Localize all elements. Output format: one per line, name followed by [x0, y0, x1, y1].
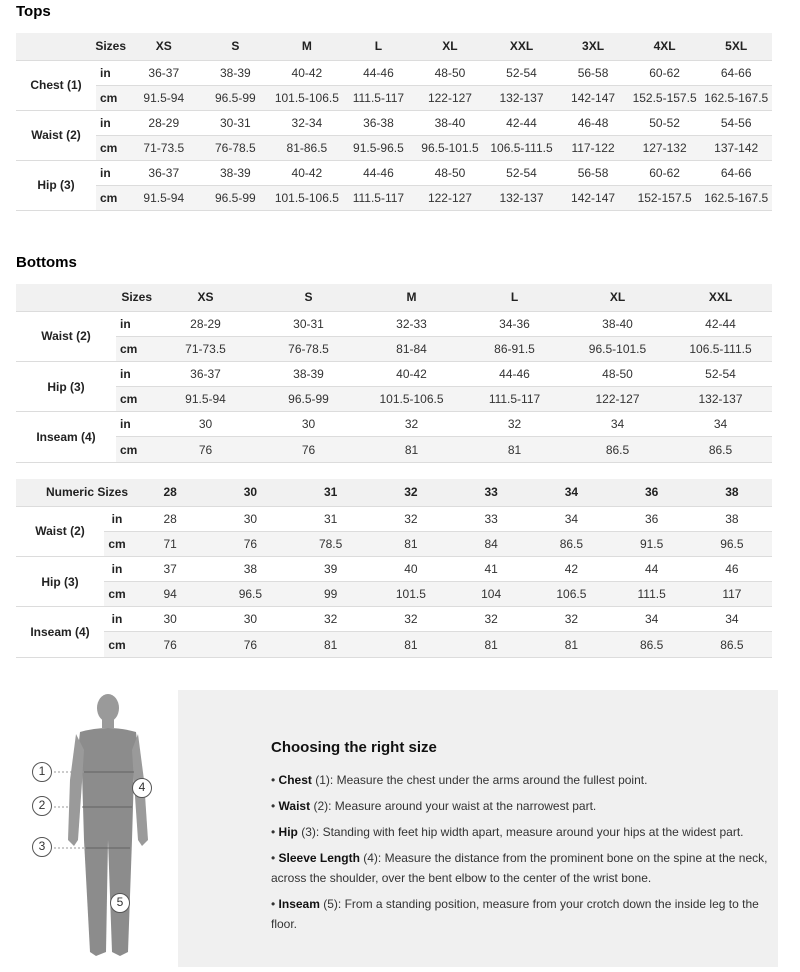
- measurement-marker-icon: 1: [32, 762, 52, 782]
- unit-label: cm: [96, 185, 128, 210]
- sizes-label: Numeric Sizes: [16, 479, 130, 506]
- measurement-label: Waist (2): [16, 110, 96, 160]
- size-value-cell: 81: [531, 632, 611, 657]
- size-value-cell: 96.5-99: [257, 387, 360, 412]
- guide-item-text: : Measure the distance from the prominent bone on the spine at the neck, across the shoulder, over the bent elbow to the center of the wrist bone.: [271, 851, 768, 885]
- size-value-cell: 96.5-101.5: [566, 336, 669, 361]
- unit-label: in: [104, 556, 130, 581]
- size-value-cell: 48-50: [566, 361, 669, 386]
- size-value-cell: 162.5-167.5: [700, 185, 772, 210]
- size-value-cell: 30: [257, 412, 360, 437]
- size-value-cell: 60-62: [629, 60, 701, 85]
- table-row: [16, 531, 772, 556]
- size-value-cell: 81-84: [360, 336, 463, 361]
- table-row: [16, 437, 772, 462]
- size-value-cell: 32: [371, 607, 451, 632]
- size-value-cell: 81: [463, 437, 566, 462]
- numeric-size-table: [16, 479, 772, 658]
- unit-label: in: [96, 160, 128, 185]
- size-value-cell: 34: [669, 412, 772, 437]
- size-value-cell: 36: [612, 506, 692, 531]
- size-value-cell: 39: [291, 556, 371, 581]
- size-header: L: [343, 33, 415, 60]
- measurement-label: Waist (2): [16, 506, 104, 556]
- size-value-cell: 44-46: [463, 361, 566, 386]
- unit-label: cm: [96, 85, 128, 110]
- size-value-cell: 38: [692, 506, 772, 531]
- size-guide-panel: [178, 690, 778, 967]
- size-value-cell: 36-37: [128, 60, 200, 85]
- size-value-cell: 36-38: [343, 110, 415, 135]
- size-value-cell: 76-78.5: [200, 135, 272, 160]
- table-row: [16, 336, 772, 361]
- size-value-cell: 50-52: [629, 110, 701, 135]
- unit-label: cm: [96, 135, 128, 160]
- size-value-cell: 142-147: [557, 85, 629, 110]
- size-value-cell: 46-48: [557, 110, 629, 135]
- unit-label: cm: [104, 632, 130, 657]
- size-header: 34: [531, 479, 611, 506]
- measurement-label: Inseam (4): [16, 607, 104, 657]
- size-header: 33: [451, 479, 531, 506]
- measurement-label: Waist (2): [16, 311, 116, 361]
- size-value-cell: 64-66: [700, 160, 772, 185]
- size-value-cell: 42-44: [669, 311, 772, 336]
- size-value-cell: 36-37: [128, 160, 200, 185]
- size-value-cell: 32: [360, 412, 463, 437]
- sizes-label: Sizes: [16, 284, 154, 311]
- size-value-cell: 122-127: [566, 387, 669, 412]
- unit-label: in: [104, 607, 130, 632]
- size-value-cell: 81: [360, 437, 463, 462]
- size-value-cell: 32: [371, 506, 451, 531]
- unit-label: in: [116, 412, 154, 437]
- size-value-cell: 40-42: [271, 60, 343, 85]
- table-row: [16, 135, 772, 160]
- guide-item-number: (3): [301, 825, 316, 839]
- size-value-cell: 30: [210, 607, 290, 632]
- unit-label: in: [96, 60, 128, 85]
- table-row: [16, 361, 772, 386]
- unit-label: cm: [116, 387, 154, 412]
- size-value-cell: 96.5-101.5: [414, 135, 486, 160]
- size-value-cell: 34: [531, 506, 611, 531]
- size-value-cell: 30: [210, 506, 290, 531]
- size-value-cell: 152-157.5: [629, 185, 701, 210]
- guide-item: • Waist (2): Measure around your waist at the narrowest part.: [271, 799, 597, 813]
- size-header: S: [200, 33, 272, 60]
- measurement-marker-icon: 4: [132, 778, 152, 798]
- unit-label: in: [104, 506, 130, 531]
- size-value-cell: 71-73.5: [154, 336, 257, 361]
- measurement-marker-icon: 5: [110, 893, 130, 913]
- tops-size-table: [16, 33, 772, 211]
- size-header: 4XL: [629, 33, 701, 60]
- size-value-cell: 38-40: [414, 110, 486, 135]
- size-value-cell: 34: [692, 607, 772, 632]
- unit-label: in: [96, 110, 128, 135]
- size-value-cell: 111.5: [612, 582, 692, 607]
- size-value-cell: 28-29: [154, 311, 257, 336]
- size-value-cell: 32-33: [360, 311, 463, 336]
- measurement-label: Inseam (4): [16, 412, 116, 462]
- size-value-cell: 44: [612, 556, 692, 581]
- size-value-cell: 81: [371, 531, 451, 556]
- size-value-cell: 142-147: [557, 185, 629, 210]
- size-value-cell: 81: [371, 632, 451, 657]
- table-row: [16, 110, 772, 135]
- unit-label: in: [116, 361, 154, 386]
- unit-label: in: [116, 311, 154, 336]
- size-header: 31: [291, 479, 371, 506]
- size-value-cell: 34: [612, 607, 692, 632]
- guide-item-name: Sleeve Length: [278, 851, 360, 865]
- size-value-cell: 152.5-157.5: [629, 85, 701, 110]
- size-value-cell: 32: [463, 412, 566, 437]
- guide-item-number: (4): [363, 851, 378, 865]
- size-value-cell: 76: [210, 632, 290, 657]
- size-value-cell: 48-50: [414, 60, 486, 85]
- size-header: M: [271, 33, 343, 60]
- size-value-cell: 30-31: [257, 311, 360, 336]
- size-value-cell: 111.5-117: [343, 185, 415, 210]
- size-value-cell: 86-91.5: [463, 336, 566, 361]
- measurement-label: Hip (3): [16, 556, 104, 606]
- size-value-cell: 44-46: [343, 160, 415, 185]
- size-value-cell: 86.5: [566, 437, 669, 462]
- size-value-cell: 122-127: [414, 185, 486, 210]
- guide-list: [271, 770, 776, 940]
- size-value-cell: 76-78.5: [257, 336, 360, 361]
- guide-item-text: : Measure the chest under the arms around the fullest point.: [329, 773, 648, 787]
- size-value-cell: 162.5-167.5: [700, 85, 772, 110]
- table-row: [16, 60, 772, 85]
- size-value-cell: 56-58: [557, 60, 629, 85]
- size-value-cell: 127-132: [629, 135, 701, 160]
- size-header: 28: [130, 479, 210, 506]
- guide-title: Choosing the right size: [271, 739, 437, 756]
- size-value-cell: 48-50: [414, 160, 486, 185]
- size-value-cell: 117: [692, 582, 772, 607]
- size-value-cell: 91.5-96.5: [343, 135, 415, 160]
- size-value-cell: 101.5: [371, 582, 451, 607]
- size-value-cell: 86.5: [692, 632, 772, 657]
- size-value-cell: 32-34: [271, 110, 343, 135]
- guide-item-name: Waist: [278, 799, 311, 813]
- size-value-cell: 104: [451, 582, 531, 607]
- table-row: [16, 607, 772, 632]
- size-value-cell: 91.5: [612, 531, 692, 556]
- size-value-cell: 78.5: [291, 531, 371, 556]
- table-row: [16, 582, 772, 607]
- size-header: XL: [566, 284, 669, 311]
- size-value-cell: 91.5-94: [128, 185, 200, 210]
- guide-item: • Chest (1): Measure the chest under the arms around the fullest point.: [271, 773, 648, 787]
- size-value-cell: 81-86.5: [271, 135, 343, 160]
- size-value-cell: 34: [566, 412, 669, 437]
- bottoms-size-table: [16, 284, 772, 463]
- person-silhouette-icon: [24, 690, 164, 967]
- size-value-cell: 76: [210, 531, 290, 556]
- size-value-cell: 32: [451, 607, 531, 632]
- size-value-cell: 52-54: [486, 160, 558, 185]
- size-value-cell: 96.5: [692, 531, 772, 556]
- size-value-cell: 96.5-99: [200, 185, 272, 210]
- size-value-cell: 86.5: [531, 531, 611, 556]
- size-value-cell: 34-36: [463, 311, 566, 336]
- measurement-label: Chest (1): [16, 60, 96, 110]
- guide-item-text: : Standing with feet hip width apart, measure around your hips at the widest part.: [315, 825, 744, 839]
- measurement-marker-icon: 2: [32, 796, 52, 816]
- size-value-cell: 76: [257, 437, 360, 462]
- table-row: [16, 387, 772, 412]
- size-value-cell: 106.5-111.5: [486, 135, 558, 160]
- table-row: [16, 311, 772, 336]
- size-value-cell: 101.5-106.5: [360, 387, 463, 412]
- size-value-cell: 106.5-111.5: [669, 336, 772, 361]
- body-measurement-figure: [24, 690, 164, 967]
- size-value-cell: 94: [130, 582, 210, 607]
- size-header: L: [463, 284, 566, 311]
- table-row: [16, 185, 772, 210]
- size-value-cell: 111.5-117: [463, 387, 566, 412]
- size-value-cell: 46: [692, 556, 772, 581]
- size-value-cell: 56-58: [557, 160, 629, 185]
- size-value-cell: 41: [451, 556, 531, 581]
- size-value-cell: 38: [210, 556, 290, 581]
- size-value-cell: 38-39: [200, 160, 272, 185]
- size-value-cell: 99: [291, 582, 371, 607]
- size-header: S: [257, 284, 360, 311]
- measurement-marker-icon: 3: [32, 837, 52, 857]
- size-value-cell: 132-137: [486, 85, 558, 110]
- size-value-cell: 28-29: [128, 110, 200, 135]
- size-value-cell: 101.5-106.5: [271, 85, 343, 110]
- table-row: [16, 412, 772, 437]
- size-value-cell: 76: [154, 437, 257, 462]
- size-value-cell: 38-39: [200, 60, 272, 85]
- size-value-cell: 76: [130, 632, 210, 657]
- guide-item: • Sleeve Length (4): Measure the distance from the prominent bone on the spine at the neck, across the shoulder, over the bent elbow to the center of the wrist bone.: [271, 851, 768, 885]
- size-header: M: [360, 284, 463, 311]
- size-value-cell: 91.5-94: [154, 387, 257, 412]
- table-row: [16, 160, 772, 185]
- size-header: 36: [612, 479, 692, 506]
- size-value-cell: 96.5-99: [200, 85, 272, 110]
- size-value-cell: 111.5-117: [343, 85, 415, 110]
- unit-label: cm: [116, 336, 154, 361]
- guide-item-name: Hip: [278, 825, 298, 839]
- guide-item-name: Chest: [278, 773, 312, 787]
- size-value-cell: 106.5: [531, 582, 611, 607]
- size-value-cell: 40-42: [271, 160, 343, 185]
- size-value-cell: 54-56: [700, 110, 772, 135]
- size-value-cell: 71: [130, 531, 210, 556]
- size-value-cell: 32: [531, 607, 611, 632]
- tops-title: Tops: [16, 3, 51, 20]
- size-header: XS: [128, 33, 200, 60]
- bottoms-title: Bottoms: [16, 254, 77, 271]
- size-value-cell: 64-66: [700, 60, 772, 85]
- size-value-cell: 71-73.5: [128, 135, 200, 160]
- size-value-cell: 86.5: [612, 632, 692, 657]
- size-value-cell: 84: [451, 531, 531, 556]
- size-value-cell: 52-54: [669, 361, 772, 386]
- size-header: XS: [154, 284, 257, 311]
- guide-item-text: : From a standing position, measure from your crotch down the inside leg to the floor.: [271, 897, 759, 931]
- size-value-cell: 52-54: [486, 60, 558, 85]
- unit-label: cm: [116, 437, 154, 462]
- size-value-cell: 132-137: [669, 387, 772, 412]
- table-row: [16, 632, 772, 657]
- unit-label: cm: [104, 531, 130, 556]
- size-value-cell: 81: [291, 632, 371, 657]
- size-header: 5XL: [700, 33, 772, 60]
- size-value-cell: 42-44: [486, 110, 558, 135]
- guide-item-number: (1): [315, 773, 330, 787]
- size-value-cell: 44-46: [343, 60, 415, 85]
- size-header-row: [16, 33, 772, 60]
- size-value-cell: 40: [371, 556, 451, 581]
- size-header: 30: [210, 479, 290, 506]
- sizes-label: Sizes: [16, 33, 128, 60]
- guide-item-number: (2): [313, 799, 329, 813]
- unit-label: cm: [104, 582, 130, 607]
- size-header: 32: [371, 479, 451, 506]
- guide-item-text: : Measure around your waist at the narrowest part.: [328, 799, 597, 813]
- size-value-cell: 33: [451, 506, 531, 531]
- size-value-cell: 38-40: [566, 311, 669, 336]
- size-header: XXL: [669, 284, 772, 311]
- size-header: XXL: [486, 33, 558, 60]
- size-value-cell: 117-122: [557, 135, 629, 160]
- size-value-cell: 40-42: [360, 361, 463, 386]
- guide-item-name: Inseam: [278, 897, 320, 911]
- size-value-cell: 30-31: [200, 110, 272, 135]
- size-header: XL: [414, 33, 486, 60]
- size-header: 3XL: [557, 33, 629, 60]
- size-header: 38: [692, 479, 772, 506]
- size-value-cell: 101.5-106.5: [271, 185, 343, 210]
- measurement-label: Hip (3): [16, 361, 116, 411]
- size-value-cell: 86.5: [669, 437, 772, 462]
- size-value-cell: 96.5: [210, 582, 290, 607]
- size-value-cell: 30: [154, 412, 257, 437]
- size-value-cell: 38-39: [257, 361, 360, 386]
- table-row: [16, 556, 772, 581]
- size-value-cell: 132-137: [486, 185, 558, 210]
- size-value-cell: 31: [291, 506, 371, 531]
- size-value-cell: 122-127: [414, 85, 486, 110]
- size-value-cell: 60-62: [629, 160, 701, 185]
- size-value-cell: 81: [451, 632, 531, 657]
- size-value-cell: 91.5-94: [128, 85, 200, 110]
- size-value-cell: 37: [130, 556, 210, 581]
- guide-item: • Hip (3): Standing with feet hip width apart, measure around your hips at the widest part.: [271, 825, 744, 839]
- size-value-cell: 36-37: [154, 361, 257, 386]
- table-row: [16, 85, 772, 110]
- table-row: [16, 506, 772, 531]
- size-value-cell: 30: [130, 607, 210, 632]
- size-header-row: [16, 284, 772, 311]
- size-value-cell: 137-142: [700, 135, 772, 160]
- size-value-cell: 42: [531, 556, 611, 581]
- size-header-row: [16, 479, 772, 506]
- guide-item: • Inseam (5): From a standing position, measure from your crotch down the inside leg to the floor.: [271, 897, 759, 931]
- guide-item-number: (5): [323, 897, 338, 911]
- measurement-label: Hip (3): [16, 160, 96, 210]
- size-value-cell: 28: [130, 506, 210, 531]
- size-value-cell: 32: [291, 607, 371, 632]
